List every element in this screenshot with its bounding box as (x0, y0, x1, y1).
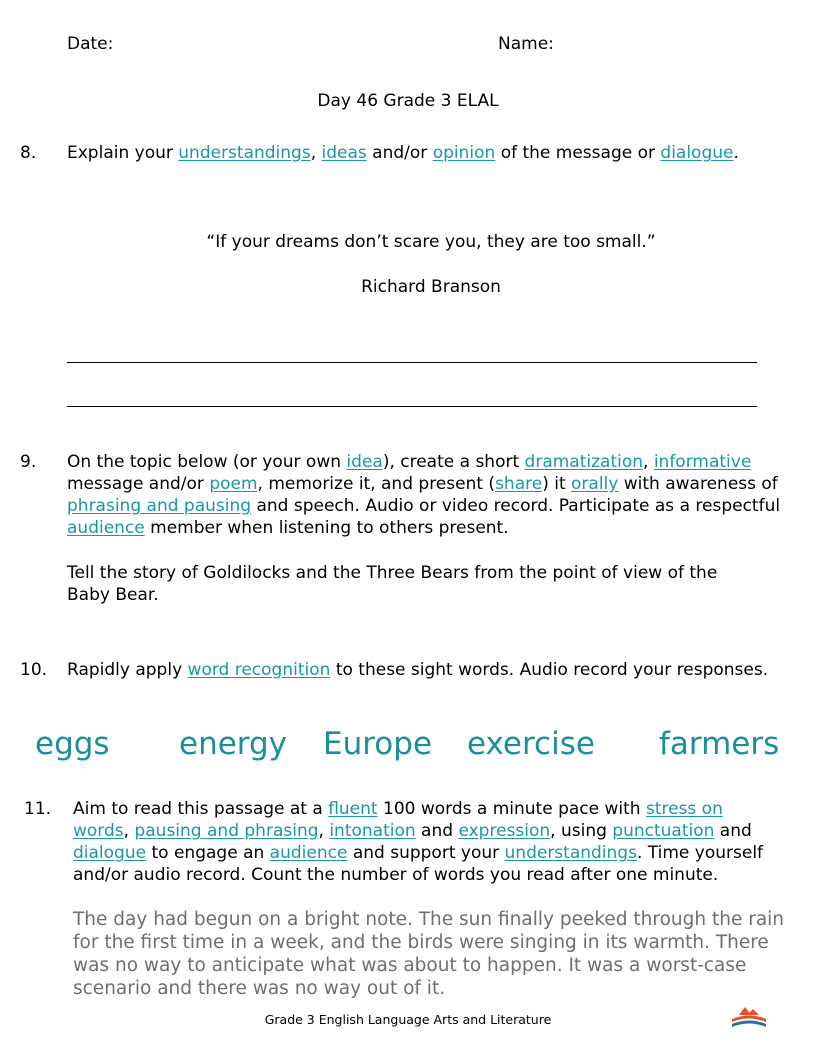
vocab-link[interactable]: poem (209, 474, 258, 494)
vocab-link[interactable]: fluent (328, 799, 378, 819)
topic-line-2: Baby Bear. (67, 585, 159, 605)
vocab-link[interactable]: idea (346, 452, 383, 472)
page-footer: Grade 3 English Language Arts and Literature (264, 1012, 552, 1027)
passage-line: for the first time in a week, and the birds were singing in its warmth. There (73, 932, 769, 953)
question-9-line-2: message and/or poem, memorize it, and present (share) it orally with awareness of (67, 474, 778, 494)
vocab-link[interactable]: expression (458, 821, 551, 841)
question-8-number: 8. (20, 143, 37, 163)
sight-word: Europe (323, 726, 433, 762)
vocab-link[interactable]: punctuation (612, 821, 715, 841)
vocab-link[interactable]: opinion (432, 143, 496, 163)
question-9-number: 9. (20, 452, 37, 472)
vocab-link[interactable]: pausing and phrasing (134, 821, 319, 841)
passage-line: was no way to anticipate what was about to happen. It was a worst-case (73, 955, 747, 976)
sight-word: farmers (659, 726, 780, 762)
date-label: Date: (67, 34, 114, 54)
vocab-link[interactable]: stress on (645, 799, 723, 819)
vocab-link[interactable]: orally (571, 474, 619, 494)
sight-word: exercise (467, 726, 595, 762)
vocab-link[interactable]: dialogue (660, 143, 734, 163)
vocab-link[interactable]: phrasing and pausing (67, 496, 252, 516)
vocab-link[interactable]: word recognition (187, 660, 331, 680)
question-11-line-3: dialogue to engage an audience and support your understandings. Time yourself (73, 843, 764, 863)
vocab-link[interactable]: intonation (329, 821, 416, 841)
vocab-link[interactable]: audience (67, 518, 145, 538)
question-11-line-2: words, pausing and phrasing, intonation and expression, using punctuation and (73, 821, 752, 841)
question-9-line-4: audience member when listening to others present. (67, 518, 509, 538)
vocab-link[interactable]: audience (269, 843, 348, 863)
vocab-link[interactable]: dialogue (73, 843, 147, 863)
vocab-link[interactable]: understandings (504, 843, 637, 863)
question-11-line-4: and/or audio record. Count the number of words you read after one minute. (73, 865, 719, 885)
vocab-link[interactable]: informative (653, 452, 752, 472)
question-10-text: Rapidly apply word recognition to these sight words. Audio record your responses. (67, 660, 769, 680)
sight-word: energy (179, 726, 288, 762)
question-11-number: 11. (24, 799, 52, 819)
vocab-link[interactable]: words (73, 821, 124, 841)
question-9-line-1: On the topic below (or your own idea), create a short dramatization, informative (67, 452, 752, 472)
question-10-number: 10. (20, 660, 48, 680)
vocab-link[interactable]: dramatization (524, 452, 644, 472)
answer-line-2[interactable] (67, 406, 757, 407)
book-logo-icon (729, 1003, 769, 1031)
vocab-link[interactable]: share (495, 474, 543, 494)
sight-word: eggs (35, 726, 110, 762)
vocab-link[interactable]: understandings (178, 143, 311, 163)
topic-line-1: Tell the story of Goldilocks and the Three Bears from the point of view of the (67, 563, 718, 583)
vocab-link[interactable]: ideas (321, 143, 367, 163)
passage-line: The day had begun on a bright note. The sun finally peeked through the rain (73, 909, 785, 930)
question-11-line-1: Aim to read this passage at a fluent 100 words a minute pace with stress on (73, 799, 723, 819)
quote: “If your dreams don’t scare you, they are too small.” (206, 232, 656, 252)
page-title: Day 46 Grade 3 ELAL (317, 91, 499, 111)
reading-passage (73, 908, 793, 1000)
answer-line-1[interactable] (67, 362, 757, 363)
question-8-text: Explain your understandings, ideas and/or opinion of the message or dialogue. (67, 143, 739, 163)
question-9-line-3: phrasing and pausing and speech. Audio or video record. Participate as a respectful (67, 496, 781, 516)
quote-author: Richard Branson (361, 277, 501, 297)
name-label: Name: (498, 34, 554, 54)
passage-line: scenario and there was no way out of it. (73, 978, 446, 999)
